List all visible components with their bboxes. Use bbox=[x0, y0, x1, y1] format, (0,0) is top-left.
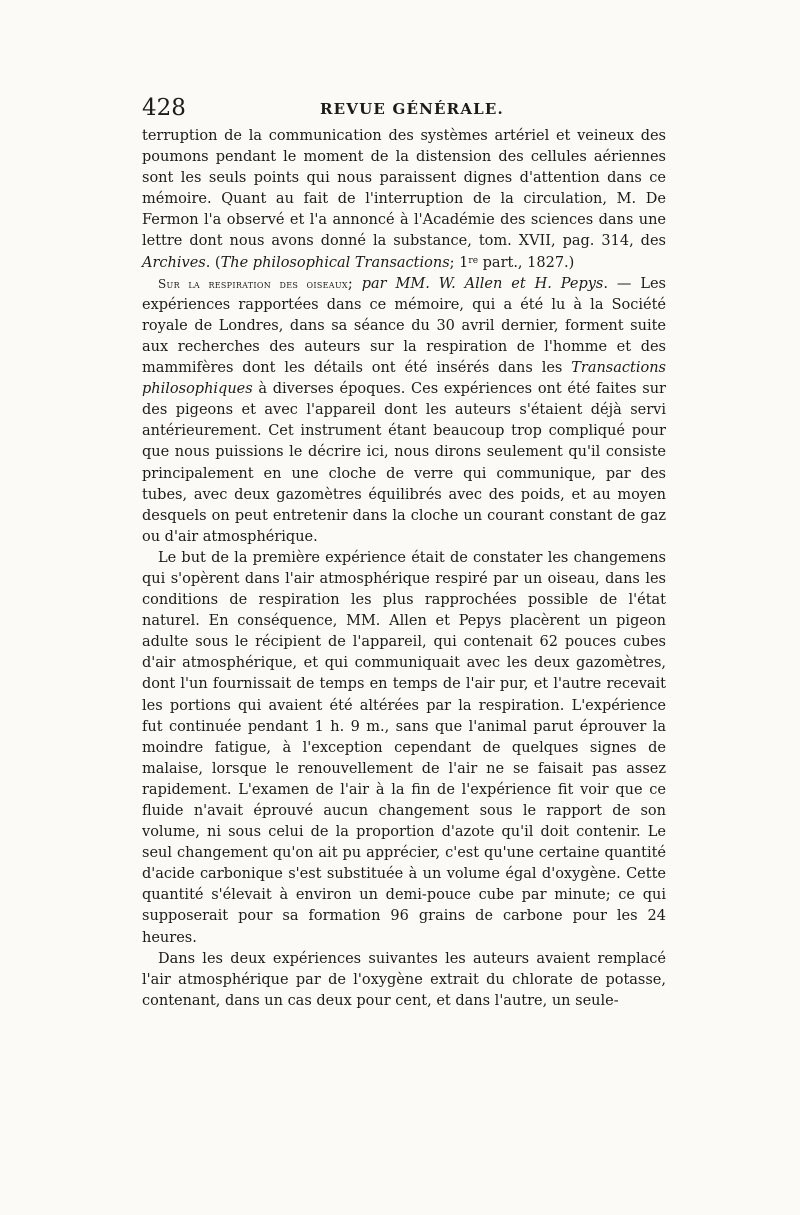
p2-text-a: ; bbox=[347, 275, 362, 292]
body-text bbox=[142, 126, 666, 1012]
page-number: 428 bbox=[142, 95, 186, 121]
p2-text-c: à diverses époques. Ces expériences ont été faites sur des pigeons et avec l'appareil dont les auteurs s'étaient déjà servi antérieurement. Cet instrument étant beaucoup trop compliqué pour que nous puissions le décrire ici, nous dirons seulement qu'il consiste principalement en une cloche de verre qui communique, par des tubes, avec deux gazomètres équilibrés avec des poids, et au moyen desquels on peut entretenir dans la cloche un courant constant de gaz ou d'air atmosphérique. bbox=[142, 381, 666, 545]
p1-text-c: ; 1 bbox=[449, 254, 469, 271]
p1-text-b: . ( bbox=[205, 254, 221, 271]
running-head: REVUE GÉNÉRALE. bbox=[320, 100, 504, 118]
p1-text-a: terruption de la communication des systèmes artériel et veineux des poumons pendant le moment de la distension des cellules aériennes sont les seuls points qui nous paraissent dignes d'attention dans ce mémoire. Quant au fait de l'interruption de la circulation, M. De Fermon l'a observé et l'a annoncé à l'Académie des sciences dans une lettre dont nous avons donné la substance, tom. XVII, pag. 314, des bbox=[142, 128, 666, 250]
p1-archives-italic: Archives bbox=[142, 254, 206, 271]
page-header bbox=[142, 94, 666, 124]
p1-superscript: re bbox=[468, 255, 479, 266]
paragraph-4: Dans les deux expériences suivantes les auteurs avaient remplacé l'air atmosphérique par de l'oxygène extrait du chlorate de potasse, contenant, dans un cas deux pour cent, et dans l'autre, un seule- bbox=[142, 950, 666, 1009]
p2-authors-italic: par MM. W. Allen et H. Pepys bbox=[361, 275, 604, 292]
p1-text-d: part., 1827.) bbox=[478, 254, 575, 271]
paragraph-2 bbox=[142, 274, 666, 548]
section-heading: Sur la respiration des oiseaux bbox=[158, 276, 348, 291]
p1-transactions-italic: The philosophical Transactions bbox=[220, 254, 450, 271]
paragraph-3: Le but de la première expérience était de constater les changemens qui s'opèrent dans l'air atmosphérique respiré par un oiseau, dans les conditions de respiration les plus rapprochées possible de l'état naturel. En conséquence, MM. Allen et Pepys placèrent un pigeon adulte sous le récipient de l'appareil, qui contenait 62 pouces cubes d'air atmosphérique, et qui communiquait avec les deux gazomètres, dont l'un fournissait de temps en temps de l'air pur, et l'autre recevait les portions qui avaient été altérées par la respiration. L'expérience fut continuée pendant 1 h. 9 m., sans que l'animal parut éprouver la moindre fatigue, à l'exception cependant de quelques signes de malaise, lorsque le renouvellement de l'air ne se faisait pas assez rapidement. L'examen de l'air à la fin de l'expérience fit voir que ce fluide n'avait éprouvé aucun changement sous le rapport de son volume, ni sous celui de la proportion d'azote qu'il doit contenir. Le seul changement qu'on ait pu apprécier, c'est qu'une certaine quantité d'acide carbonique s'est substituée à un volume égal d'oxygène. Cette quantité s'élevait à environ un demi-pouce cube par minute; ce qui supposerait pour sa formation 96 grains de carbone pour les 24 heures. bbox=[142, 549, 666, 946]
p2-text-b: . — Les expériences rapportées dans ce mémoire, qui a été lu à la Société royale de Londres, dans sa séance du 30 avril dernier, forment suite aux recherches des auteurs sur la respiration de l'homme et des mammifères dont les détails ont été insérés dans les bbox=[142, 275, 666, 377]
p2-transactions-italic: Transactions philosophiques bbox=[142, 360, 666, 398]
paragraph-1 bbox=[142, 126, 666, 274]
